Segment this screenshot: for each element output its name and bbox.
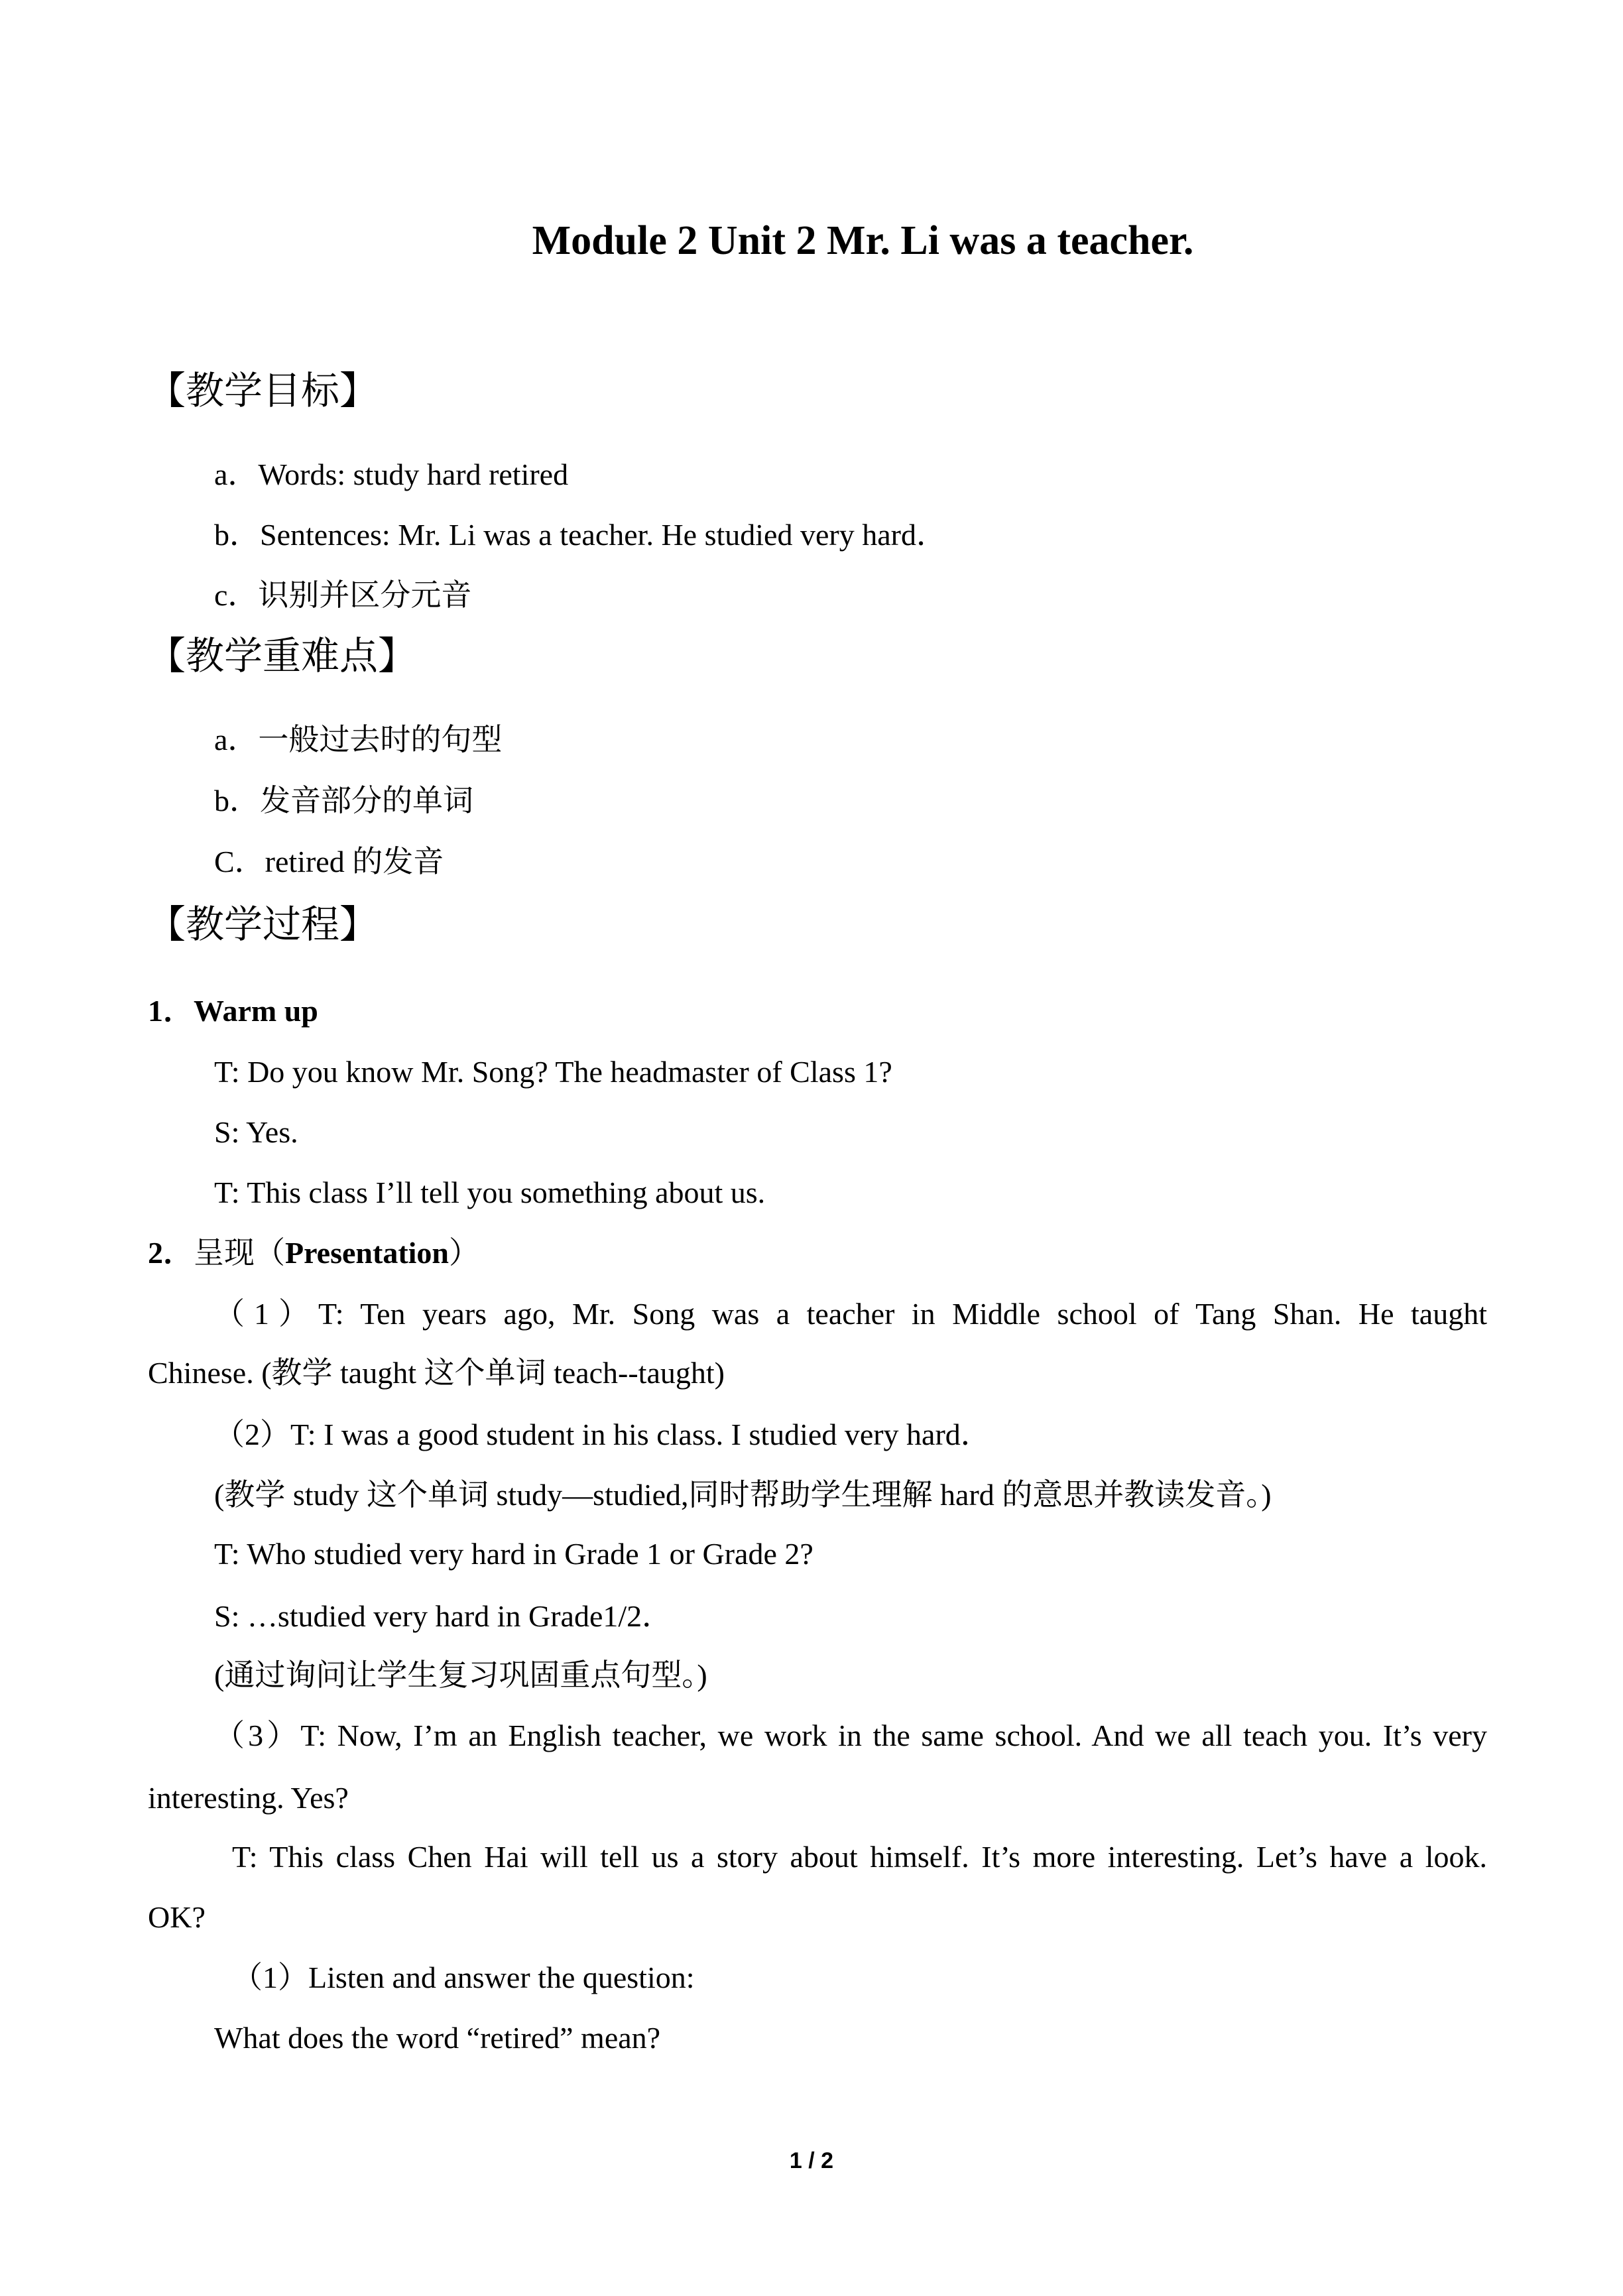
paragraph-line: （1）T: Ten years ago, Mr. Song was a teacher in Middle school of Tang Shan. He taught — [214, 1297, 1487, 1331]
paragraph-line: （2）T: I was a good student in his class. I studied very hard． — [214, 1418, 991, 1451]
key-point-item: b．发音部分的单词 — [214, 784, 473, 817]
paragraph-line: interesting. Yes? — [148, 1781, 349, 1815]
step-heading-warm-up — [148, 993, 318, 1030]
step-number: 1． — [148, 994, 194, 1028]
paragraph-line: （3）T: Now, I’m an English teacher, we work in the same school. And we all teach you. It’s very — [214, 1719, 1487, 1752]
task-line: （1）Listen and answer the question: — [232, 1961, 695, 1994]
dialogue-line: S: Yes. — [214, 1115, 298, 1149]
step-title: Warm up — [194, 994, 318, 1028]
key-point-item: C．retired 的发音 — [214, 845, 444, 878]
paragraph-line: OK? — [148, 1900, 206, 1934]
step-title-en: Presentation — [285, 1236, 450, 1270]
page-indicator: 1 / 2 — [789, 2148, 834, 2173]
dialogue-line: S: …studied very hard in Grade1/2． — [214, 1599, 673, 1633]
dialogue-line: T: Do you know Mr. Song? The headmaster of Class 1? — [214, 1055, 892, 1089]
question-line: What does the word “retired” mean? — [214, 2021, 661, 2055]
objective-item: c．识别并区分元音 — [214, 578, 472, 612]
objective-item: a．Words: study hard retired — [214, 457, 569, 491]
note-line: (教学 study 这个单词 study—studied,同时帮助学生理解 hard 的意思并教读发音。) — [214, 1478, 1272, 1512]
dialogue-line: T: Who studied very hard in Grade 1 or Grade 2? — [214, 1537, 813, 1571]
section-heading-objectives: 【教学目标】 — [147, 369, 379, 412]
step-title-close: ） — [449, 1236, 480, 1270]
objective-item: b．Sentences: Mr. Li was a teacher. He studied very hard． — [214, 518, 947, 552]
paragraph-line: T: This class Chen Hai will tell us a story about himself. It’s more interesting. Let’s have a look. — [232, 1840, 1487, 1874]
paragraph-line: Chinese. (教学 taught 这个单词 teach--taught) — [148, 1356, 725, 1390]
step-number: 2． — [148, 1236, 194, 1270]
key-point-item: a．一般过去时的句型 — [214, 723, 503, 756]
note-line: (通过询问让学生复习巩固重点句型。) — [214, 1658, 707, 1692]
section-heading-key-points: 【教学重难点】 — [147, 634, 417, 678]
step-heading-presentation — [148, 1235, 479, 1272]
dialogue-line: T: This class I’ll tell you something about us. — [214, 1176, 766, 1209]
section-heading-process: 【教学过程】 — [147, 903, 379, 946]
step-title-cn: 呈现（ — [194, 1236, 285, 1270]
document-title: Module 2 Unit 2 Mr. Li was a teacher. — [532, 218, 1194, 263]
